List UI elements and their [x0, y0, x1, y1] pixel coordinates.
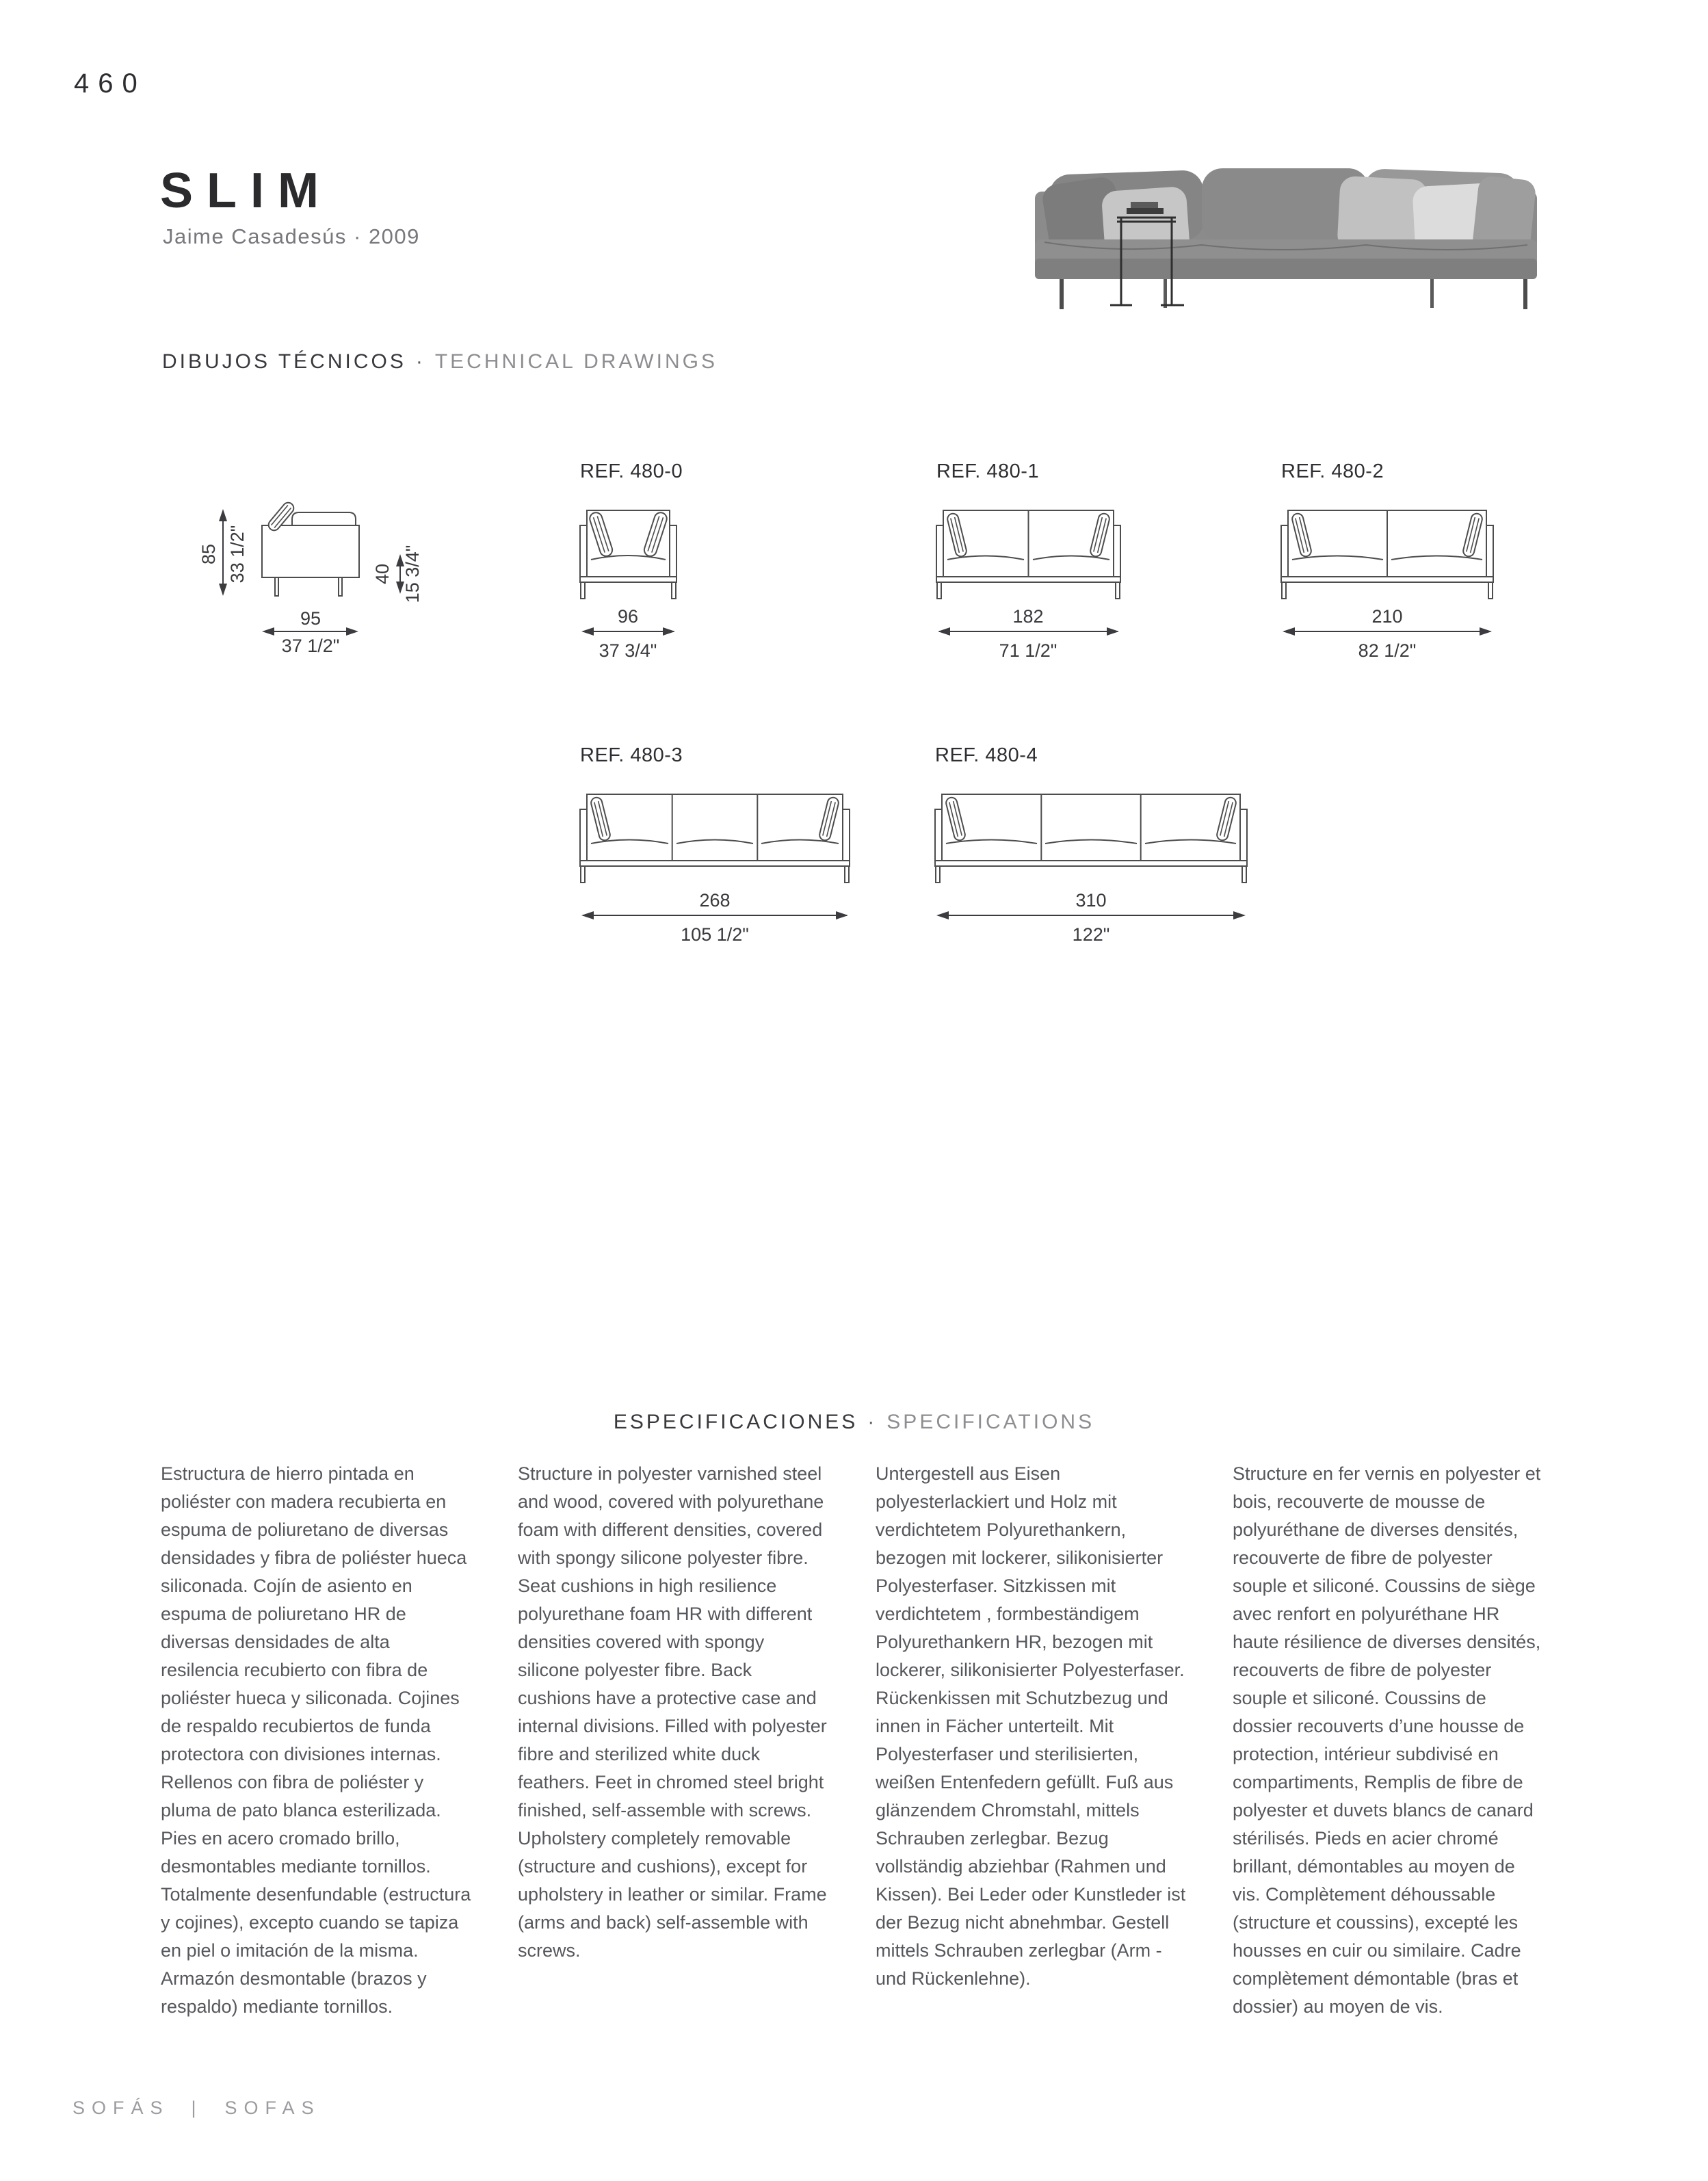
width-in: 105 1/2"	[681, 924, 749, 945]
side-view-drawing	[192, 489, 438, 660]
width-dimension-arrow	[1283, 627, 1492, 636]
technical-drawings-heading	[162, 350, 718, 374]
height-in: 33 1/2"	[227, 525, 248, 584]
front-view-armchair	[580, 510, 676, 599]
footer-category-en: SOFAS	[224, 2098, 321, 2118]
books	[1127, 202, 1164, 214]
width-in: 37 3/4"	[599, 640, 657, 661]
width-in: 71 1/2"	[999, 640, 1057, 661]
designer-year: Jaime Casadesús · 2009	[163, 224, 420, 248]
sofa-base	[1035, 259, 1537, 279]
width-in: 82 1/2"	[1358, 640, 1417, 661]
width-cm: 182	[1012, 606, 1044, 627]
width-cm: 210	[1371, 606, 1403, 627]
width-in: 122"	[1072, 924, 1110, 945]
heading-separator: ·	[867, 1411, 878, 1433]
width-cm: 96	[617, 606, 639, 627]
specs-heading-es: ESPECIFICACIONES	[613, 1411, 858, 1433]
width-cm: 310	[1075, 890, 1107, 911]
drawing-ref-480-0	[580, 452, 683, 664]
specifications-heading	[0, 1411, 1708, 1434]
product-photo-sofa	[1029, 137, 1542, 316]
page-number: 460	[74, 68, 146, 99]
depth-in: 37 1/2"	[281, 636, 340, 656]
product-title: SLIM	[160, 164, 332, 218]
side-view-body	[262, 500, 359, 596]
drawing-ref-480-1	[936, 452, 1120, 664]
ref-label: REF. 480-2	[1281, 460, 1384, 482]
front-view-two-seater-large	[1281, 510, 1493, 599]
ref-label: REF. 480-0	[580, 460, 683, 482]
ref-label: REF. 480-1	[936, 460, 1040, 482]
front-view-three-seater	[580, 794, 850, 883]
width-dimension-arrow	[938, 627, 1119, 636]
height-dimension-arrow	[219, 509, 227, 596]
front-view-two-seater	[936, 510, 1120, 599]
seat-height-cm: 40	[372, 563, 393, 585]
ref-label: REF. 480-4	[935, 744, 1038, 766]
footer-category-es: SOFÁS	[73, 2098, 170, 2118]
drawing-ref-480-3	[580, 735, 850, 948]
ref-label: REF. 480-3	[580, 744, 683, 766]
depth-cm: 95	[300, 608, 321, 629]
footer-category	[73, 2098, 321, 2119]
spec-text-spanish: Estructura de hierro pintada en poliéster con madera recubierta en espuma de poliuretano de diversas densidades y fibra de poliéster hueca siliconada. Cojín de asiento en espuma de poliuretano HR de diversas densidades de alta resilencia recubierto con fibra de poliéster hueca y siliconada. Cojines de respaldo recubiertos de funda protectora con divisiones internas. Rellenos con fibra de poliéster y pluma de pato blanca esterilizada. Pies en acero cromado brillo, desmontables mediante tornillos. Totalmente desenfundable (estructura y cojines), excepto cuando se tapiza en piel o imitación de la misma. Armazón desmontable (brazos y respaldo) mediante tornillos.	[161, 1463, 471, 2017]
front-view-three-seater-large	[935, 794, 1247, 883]
width-dimension-arrow	[936, 911, 1246, 919]
spec-text-french: Structure en fer vernis en polyester et bois, recouverte de mousse de polyuréthane de diverses densités, recouverte de fibre de polyester souple et siliconé. Coussins de siège avec renfort en polyuréthane HR haute résilience de diverses densités, recouverts de fibre de polyester souple et siliconé. Coussins de dossier recouverts d’une housse de protection, intérieur subdivisé en compartiments, Remplis de fibre de polyester et duvets blancs de canard stérilisés. Pieds en acier chromé brillant, démontables au moyen de vis. Complètement déhoussable (structure et coussins), excepté les housses en cuir ou similaire. Cadre complètement démontable (bras et dossier) au moyen de vis.	[1233, 1463, 1541, 2017]
height-cm: 85	[198, 543, 219, 565]
drawings-heading-en: TECHNICAL DRAWINGS	[434, 350, 718, 373]
drawing-ref-480-4	[935, 735, 1247, 948]
footer-separator: |	[191, 2098, 203, 2118]
heading-separator: ·	[415, 350, 425, 373]
seat-height-in: 15 3/4"	[402, 545, 423, 603]
width-dimension-arrow	[581, 911, 848, 919]
width-cm: 268	[699, 890, 731, 911]
drawings-heading-es: DIBUJOS TÉCNICOS	[162, 350, 406, 373]
width-dimension-arrow	[581, 627, 675, 636]
spec-text-english: Structure in polyester varnished steel and wood, covered with polyurethane foam with different densities, covered with spongy silicone polyester fibre. Seat cushions in high resilience polyurethane foam HR with different densities covered with spongy silicone polyester fibre. Back cushions have a protective case and internal divisions. Filled with polyester fibre and sterilized white duck feathers. Feet in chromed steel bright finished, self-assemble with screws. Upholstery completely removable (structure and cushions), except for upholstery in leather or similar. Frame (arms and back) self-assemble with screws.	[518, 1463, 827, 1961]
drawing-ref-480-2	[1281, 452, 1493, 664]
specs-heading-en: SPECIFICATIONS	[886, 1411, 1095, 1433]
spec-text-german: Untergestell aus Eisen polyesterlackiert und Holz mit verdichtetem Polyurethankern, bezogen mit lockerer, silikonisierter Polyesterfaser. Sitzkissen mit verdichtetem , formbeständigem Polyurethankern HR, bezogen mit lockerer, silikonisierter Polyesterfaser. Rückenkissen mit Schutzbezug und innen in Fächer unterteilt. Mit Polyesterfaser und sterilisierten, weißen Entenfedern gefüllt. Fuß aus glänzendem Chromstahl, mittels Schrauben zerlegbar. Bezug vollständig abziehbar (Rahmen und Kissen). Bei Leder oder Kunstleder ist der Bezug nicht abnehmbar. Gestell mittels Schrauben zerlegbar (Arm - und Rückenlehne).	[876, 1463, 1186, 1989]
